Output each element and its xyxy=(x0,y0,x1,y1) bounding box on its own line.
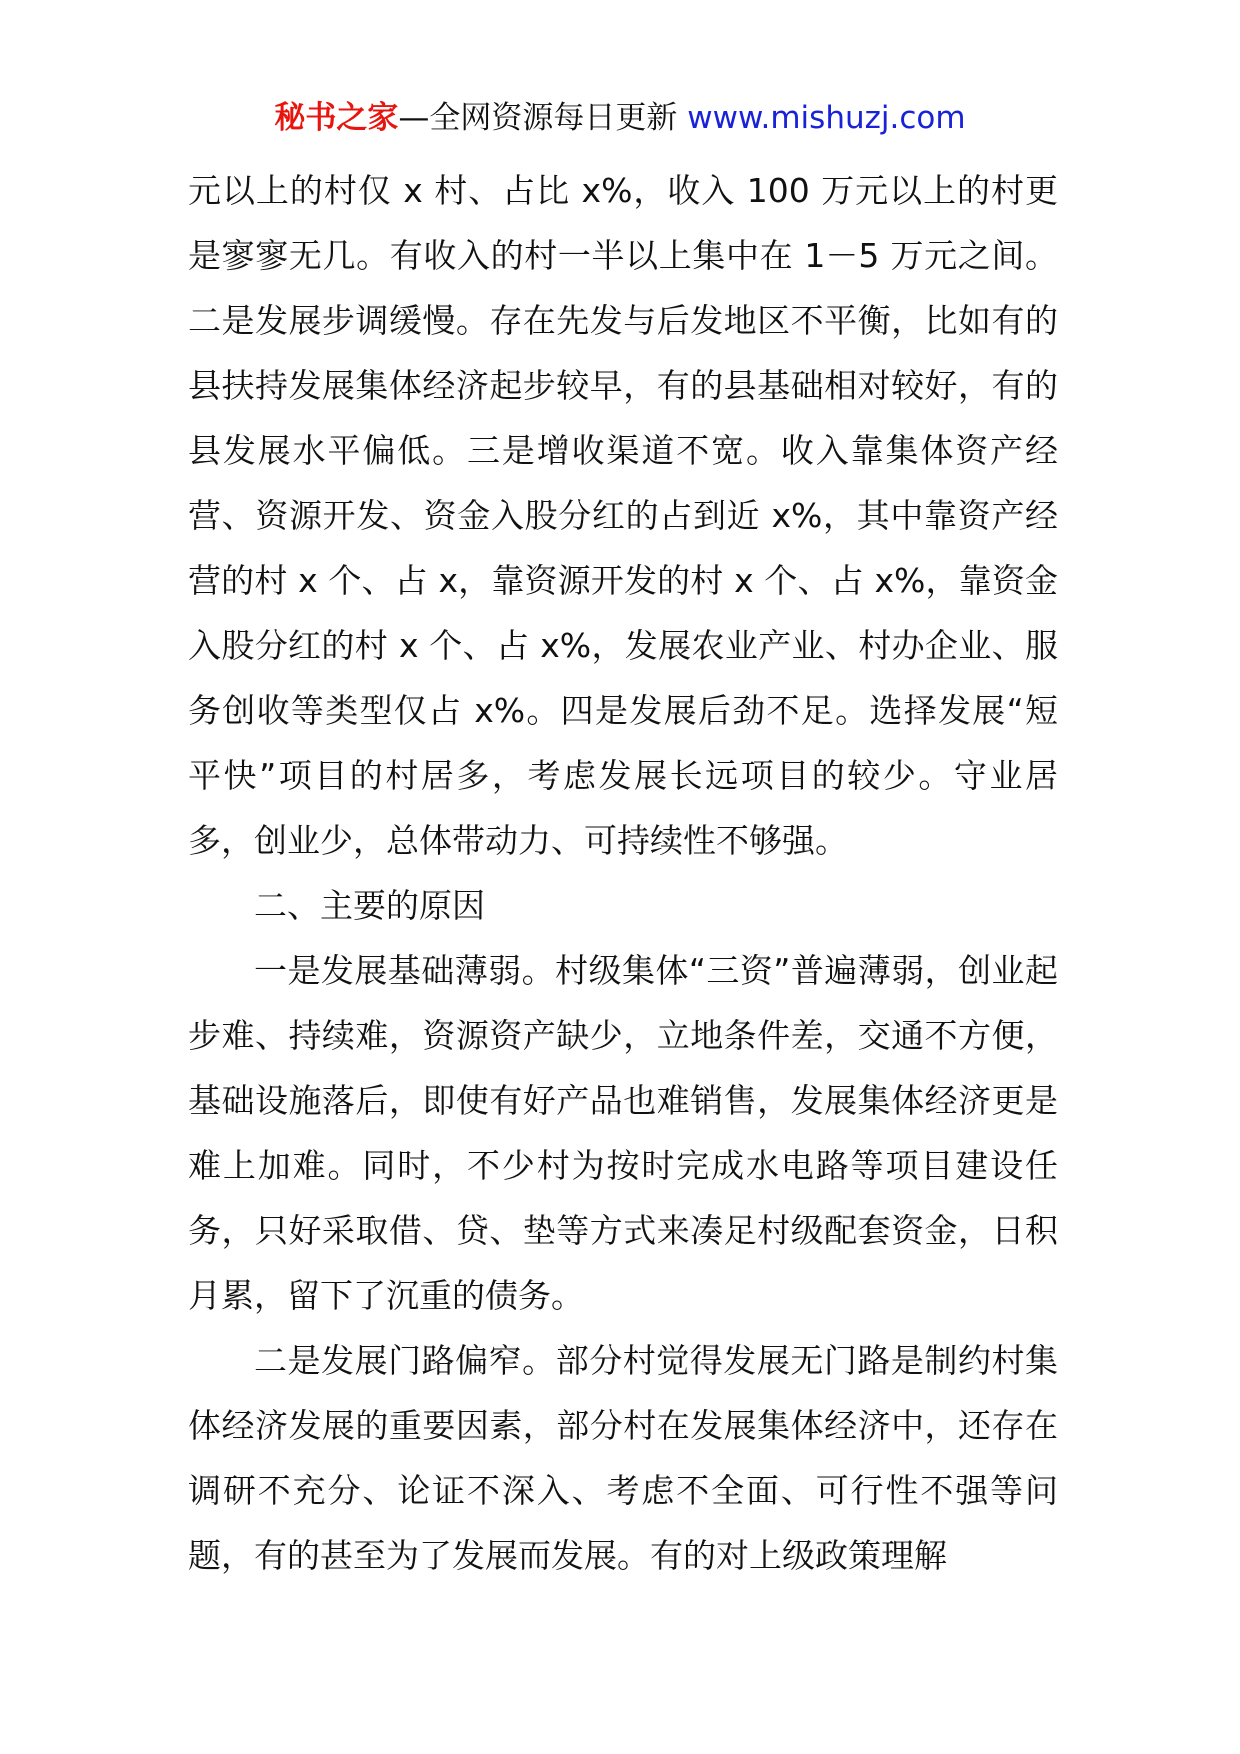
paragraph-continued-problems: 元以上的村仅 x 村、占比 x%，收入 100 万元以上的村更是寥寥无几。有收入的村一半以上集中在 1－5 万元之间。二是发展步调缓慢。存在先发与后发地区不平衡，比如有的县扶持发展集体经济起步较早，有的县基础相对较好，有的县发展水平偏低。三是增收渠道不宽。收入靠集体资产经营、资源开发、资金入股分红的占到近 x%，其中靠资产经营的村 x 个、占 x，靠资源开发的村 x 个、占 x%，靠资金入股分红的村 x 个、占 x%，发展农业产业、村办企业、服务创收等类型仅占 x%。四是发展后劲不足。选择发展“短平快”项目的村居多，考虑发展长远项目的较少。守业居多，创业少，总体带动力、可持续性不够强。 xyxy=(188,171,1058,860)
section-heading-main-causes: 二、主要的原因 xyxy=(254,886,485,925)
document-body xyxy=(188,158,1058,1588)
page-header xyxy=(0,96,1240,140)
site-brand-name: 秘书之家 xyxy=(274,100,399,136)
site-url-link[interactable]: www.mishuzj.com xyxy=(687,100,966,136)
paragraph-weak-foundation: 一是发展基础薄弱。村级集体“三资”普遍薄弱，创业起步难、持续难，资源资产缺少，立地条件差，交通不方便，基础设施落后，即使有好产品也难销售，发展集体经济更是难上加难。同时，不少村为按时完成水电路等项目建设任务，只好采取借、贷、垫等方式来凑足村级配套资金，日积月累，留下了沉重的债务。 xyxy=(188,951,1058,1315)
site-tagline: —全网资源每日更新 xyxy=(398,100,678,136)
paragraph-narrow-paths: 二是发展门路偏窄。部分村觉得发展无门路是制约村集体经济发展的重要因素，部分村在发展集体经济中，还存在调研不充分、论证不深入、考虑不全面、可行性不强等问题，有的甚至为了发展而发展。有的对上级政策理解 xyxy=(188,1341,1058,1575)
